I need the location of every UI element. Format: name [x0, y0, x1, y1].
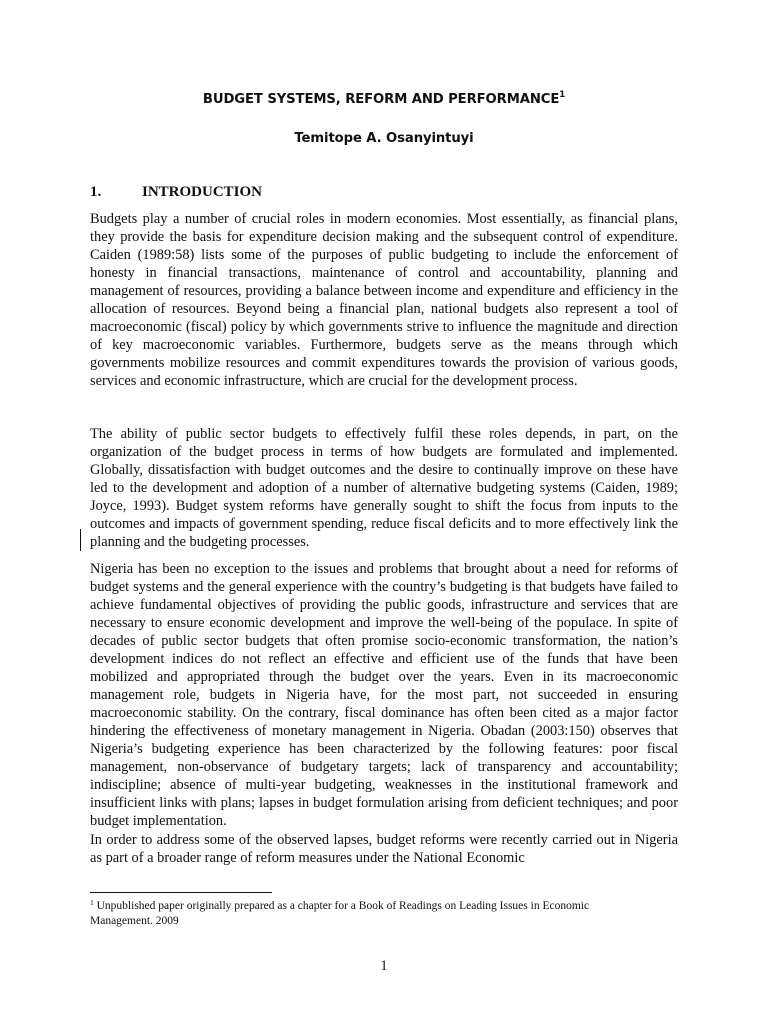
footnote-mark: 1 — [90, 898, 94, 907]
paragraph-text: Budgets play a number of crucial roles in modern economies. Most essentially, as financial plans, they provide the basis for expenditure decision making and the subsequent control of expenditure. Caiden (1989:58) lists some of the purposes of public budgeting to include the enforcement of honesty in financial transactions, maintenance of control and accountability, planning and management of resources, providing a balance between income and expenditure and efficiency in the allocation of resources. Beyond being a financial plan, national budgets also represent a tool of macroeconomic (fiscal) policy by which governments strive to influence the magnitude and direction of key macroeconomic variables. Furthermore, budgets serve as the means through which governments mobilize resources and commit expenditures towards the provision of various goods, services and economic infrastructure, which are crucial for the development process. — [90, 211, 678, 389]
footnote-separator — [90, 892, 272, 893]
title-footnote-mark: 1 — [559, 90, 566, 100]
paragraph-text: Nigeria has been no exception to the issues and problems that brought about a need for reforms of budget systems and the general experience with the country’s budgeting is that budgets have failed to achieve fundamental objectives of providing the public goods, infrastructure and services that are necessary to ensure economic development and improve the well-being of the populace. In spite of decades of public sector budgets that often promise socio-economic transformation, the nation’s development indices do not reflect an effective and efficient use of the funds that have been mobilized and appropriated through the budget over the years. Even in its macroeconomic management role, budgets in Nigeria have, for the most part, not succeeded in ensuring macroeconomic stability. On the contrary, fiscal dominance has often been cited as a major factor hindering the effectiveness of monetary management in Nigeria. Obadan (2003:150) observes that Nigeria’s budgeting experience has been characterized by the following features: poor fiscal management, non-observance of budgetary targets; lack of transparency and accountability; indiscipline; absence of multi-year budgeting, weaknesses in the institutional framework and insufficient links with plans; lapses in budget formulation arising from deficient techniques; and poor budget implementation. — [90, 561, 678, 829]
paragraph-text: In order to address some of the observed lapses, budget reforms were recently carried out in Nigeria as part of a broader range of reform measures under the National Economic — [90, 832, 678, 866]
footnote — [90, 899, 650, 929]
body-paragraph-1 — [90, 210, 678, 390]
document-title — [0, 92, 768, 107]
section-number: 1. — [90, 184, 102, 200]
page-number: 1 — [380, 958, 388, 974]
paragraph-text: The ability of public sector budgets to effectively fulfil these roles depends, in part, on the organization of the budget process in terms of how budgets are formulated and implemented. Globally, dissatisfaction with budget outcomes and the desire to continually improve on these have led to the development and adoption of a number of alternative budgeting systems (Caiden, 1989; Joyce, 1993). Budget system reforms have generally sought to shift the focus from inputs to the outcomes and impacts of government spending, reduce fiscal deficits and to more effectively link the planning and the budgeting processes. — [90, 426, 678, 550]
author-name: Temitope A. Osanyintuyi — [294, 131, 474, 146]
text-cursor — [80, 529, 81, 551]
section-heading — [90, 184, 262, 201]
footnote-text: Unpublished paper originally prepared as a chapter for a Book of Readings on Leading Issues in Economic Management. 2009 — [90, 900, 590, 927]
body-paragraph-4 — [90, 831, 678, 867]
title-text: BUDGET SYSTEMS, REFORM AND PERFORMANCE — [202, 92, 560, 107]
body-paragraph-3 — [90, 560, 678, 830]
body-paragraph-2 — [90, 425, 678, 551]
section-title: INTRODUCTION — [142, 184, 263, 200]
